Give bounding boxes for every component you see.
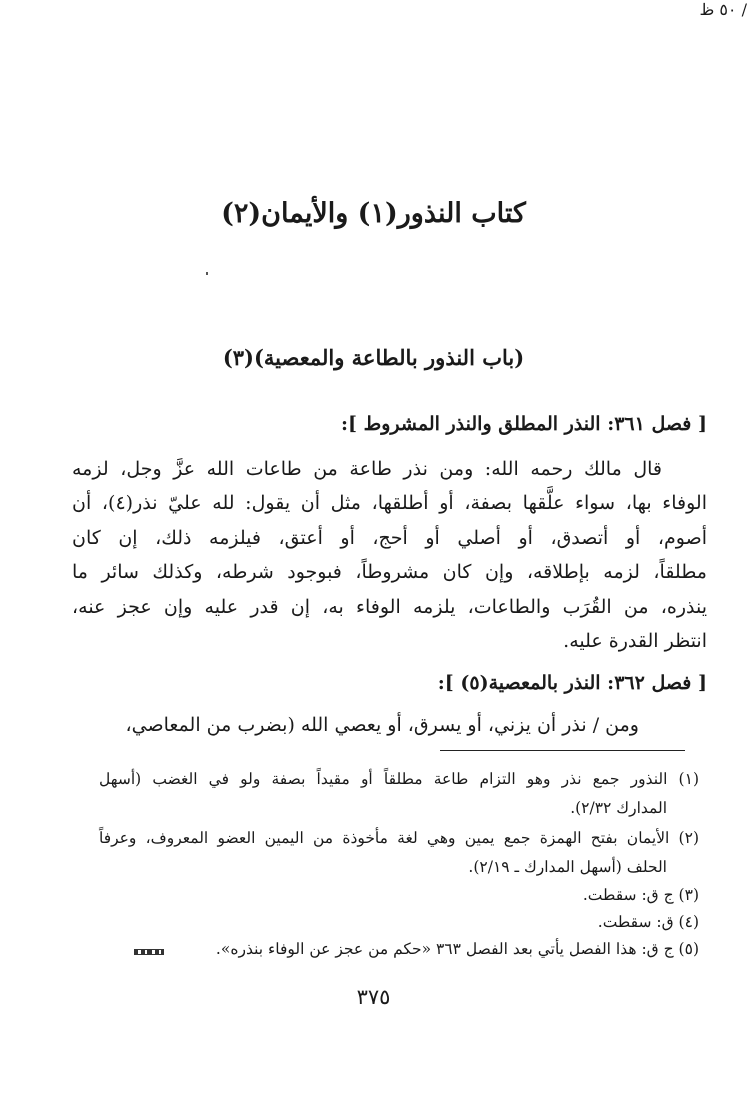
footnote-2-line-1: (٢) الأيمان بفتح الهمزة جمع يمين وهي لغة مأخوذة من اليمين العضو المعروف، وعرفاً	[99, 829, 699, 847]
paragraph-line-2: الوفاء بها، سواء علَّقها بصفة، أو أطلقها، مثل أن يقول: لله عليّ نذر(٤)، أن	[72, 492, 707, 514]
footnote-1-line-2: المدارك ٢/٣٢).	[570, 799, 667, 817]
page-number: ٣٧٥	[356, 985, 391, 1009]
paragraph-line-5: ينذره، من القُرَب والطاعات، يلزمه الوفاء به، إن قدر عليه وإن عجز عنه،	[72, 596, 707, 618]
footnote-3: (٣) ج ق: سقطت.	[582, 886, 699, 904]
section-heading-361: [ فصل ٣٦١: النذر المطلق والنذر المشروط ]:	[341, 413, 707, 435]
section-heading-362: [ فصل ٣٦٢: النذر بالمعصية(٥) ]:	[437, 672, 707, 694]
footnote-divider	[440, 750, 685, 751]
section-362-text: ومن / نذر أن يزني، أو يسرق، أو يعصي الله (بضرب من المعاصي،	[125, 714, 639, 736]
manuscript-folio-marker: / ٥٠ ظ	[699, 0, 747, 19]
paragraph-line-1: قال مالك رحمه الله: ومن نذر طاعة من طاعات الله عزَّ وجل، لزمه	[72, 458, 662, 480]
paragraph-line-3: أصوم، أو أتصدق، أو أصلي أو أحج، أو أعتق، فيلزمه ذلك، إن كان	[72, 527, 707, 549]
footnote-4: (٤) ق: سقطت.	[597, 913, 699, 931]
scan-speck	[206, 272, 208, 275]
book-title: كتاب النذور(١) والأيمان(٢)	[221, 198, 526, 229]
paragraph-line-6: انتظر القدرة عليه.	[563, 630, 707, 652]
chapter-title: (باب النذور بالطاعة والمعصية)(٣)	[222, 345, 525, 370]
footnote-5: (٥) ج ق: هذا الفصل يأتي بعد الفصل ٣٦٣ «حكم من عجز عن الوفاء بنذره».	[215, 940, 699, 958]
footnote-2-line-2: الحلف (أسهل المدارك ـ ٢/١٩).	[468, 858, 667, 876]
footnote-1-line-1: (١) النذور جمع نذر وهو التزام طاعة مطلقاً أو مقيداً بصفة ولو في الغضب (أسهل	[99, 770, 699, 788]
paragraph-line-4: مطلقاً، لزمه بإطلاقه، وإن كان مشروطاً، فبوجود شرطه، وكذلك سائر ما	[72, 561, 707, 583]
ink-stamp-mark	[133, 947, 165, 957]
